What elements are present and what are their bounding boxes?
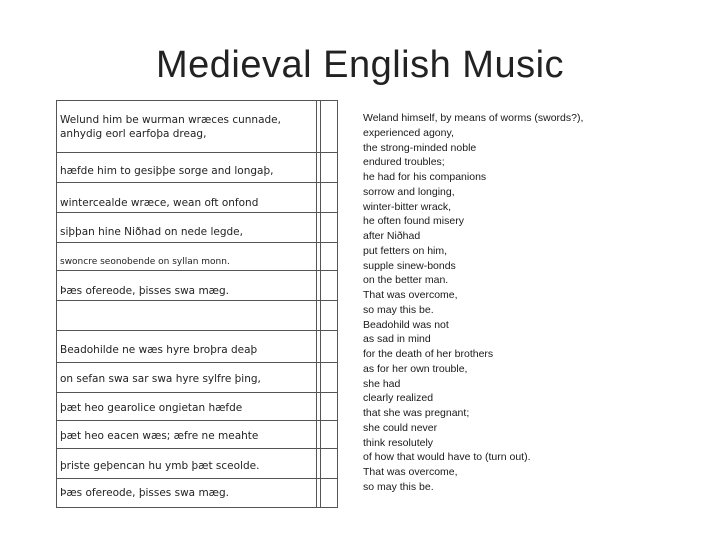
- old-english-line: Þæs ofereode, þisses swa mæg.: [60, 285, 229, 297]
- table-row: [56, 270, 338, 300]
- translation-line: she had: [363, 377, 401, 390]
- table-row: [56, 448, 338, 478]
- table-row: [56, 152, 338, 182]
- old-english-line: Beadohilde ne wæs hyre broþra deaþ: [60, 344, 258, 356]
- translation-line: of how that would have to (turn out).: [363, 451, 531, 464]
- table-row: [56, 100, 338, 152]
- old-english-line: siþþan hine Niðhad on nede legde,: [60, 226, 243, 238]
- old-english-line: on sefan swa sar swa hyre sylfre þing,: [60, 373, 261, 385]
- translation-line: so may this be.: [363, 480, 434, 493]
- translation-line: clearly realized: [363, 392, 434, 405]
- translation-line: as for her own trouble,: [363, 362, 468, 375]
- translation-line: so may this be.: [363, 303, 434, 316]
- table-row: [56, 212, 338, 242]
- translation-line: Weland himself, by means of worms (swords?),: [363, 112, 584, 124]
- table-row: [56, 478, 338, 508]
- old-english-table: [56, 100, 338, 508]
- table-row: [56, 392, 338, 420]
- table-row: [56, 420, 338, 448]
- table-row: [56, 242, 338, 270]
- old-english-line: wintercealde wræce, wean oft onfond: [60, 197, 259, 209]
- table-row: [56, 330, 338, 362]
- table-row: [56, 362, 338, 392]
- old-english-line: Welund him be wurman wræces cunnade, anhydig eorl earfoþa dreag,: [60, 114, 281, 140]
- old-english-line: hæfde him to gesiþþe sorge and longaþ,: [60, 165, 274, 177]
- translation-line: she could never: [363, 421, 438, 434]
- translation-line: he had for his companions: [363, 171, 487, 183]
- translation-line: sorrow and longing,: [363, 185, 455, 198]
- table-row-empty: [56, 300, 338, 330]
- translation-line: experienced agony,: [363, 126, 454, 139]
- translation-line: think resolutely: [363, 436, 434, 449]
- translation-line: Beadohild was not: [363, 318, 449, 331]
- old-english-line: þæt heo eacen wæs; æfre ne meahte: [60, 430, 259, 442]
- old-english-line: þæt heo gearolice ongietan hæfde: [60, 402, 243, 414]
- table-bottom-border: [56, 507, 338, 508]
- translation-line: the strong-minded noble: [363, 141, 477, 154]
- page-title: Medieval English Music: [155, 44, 565, 86]
- translation-line: that she was pregnant;: [363, 407, 470, 419]
- table-row: [56, 182, 338, 212]
- translation-line: he often found misery: [363, 215, 464, 228]
- translation-line: after Niðhad: [363, 230, 421, 242]
- old-english-line: Þæs ofereode, þisses swa mæg.: [60, 487, 229, 499]
- translation-line: put fetters on him,: [363, 244, 448, 257]
- translation-line: as sad in mind: [363, 333, 431, 346]
- translation-line: supple sinew-bonds: [363, 259, 456, 272]
- translation-line: That was overcome,: [363, 289, 458, 301]
- translation-line: That was overcome,: [363, 466, 458, 478]
- translation-line: for the death of her brothers: [363, 348, 494, 360]
- old-english-line: swoncre seonobende on syllan monn.: [60, 257, 230, 267]
- old-english-line: þriste geþencan hu ymb þæt sceolde.: [60, 460, 260, 472]
- translation-line: endured troubles;: [363, 156, 445, 169]
- translation-line: winter-bitter wrack,: [363, 200, 452, 213]
- modern-english-translation: [363, 111, 663, 495]
- translation-line: on the better man.: [363, 274, 449, 287]
